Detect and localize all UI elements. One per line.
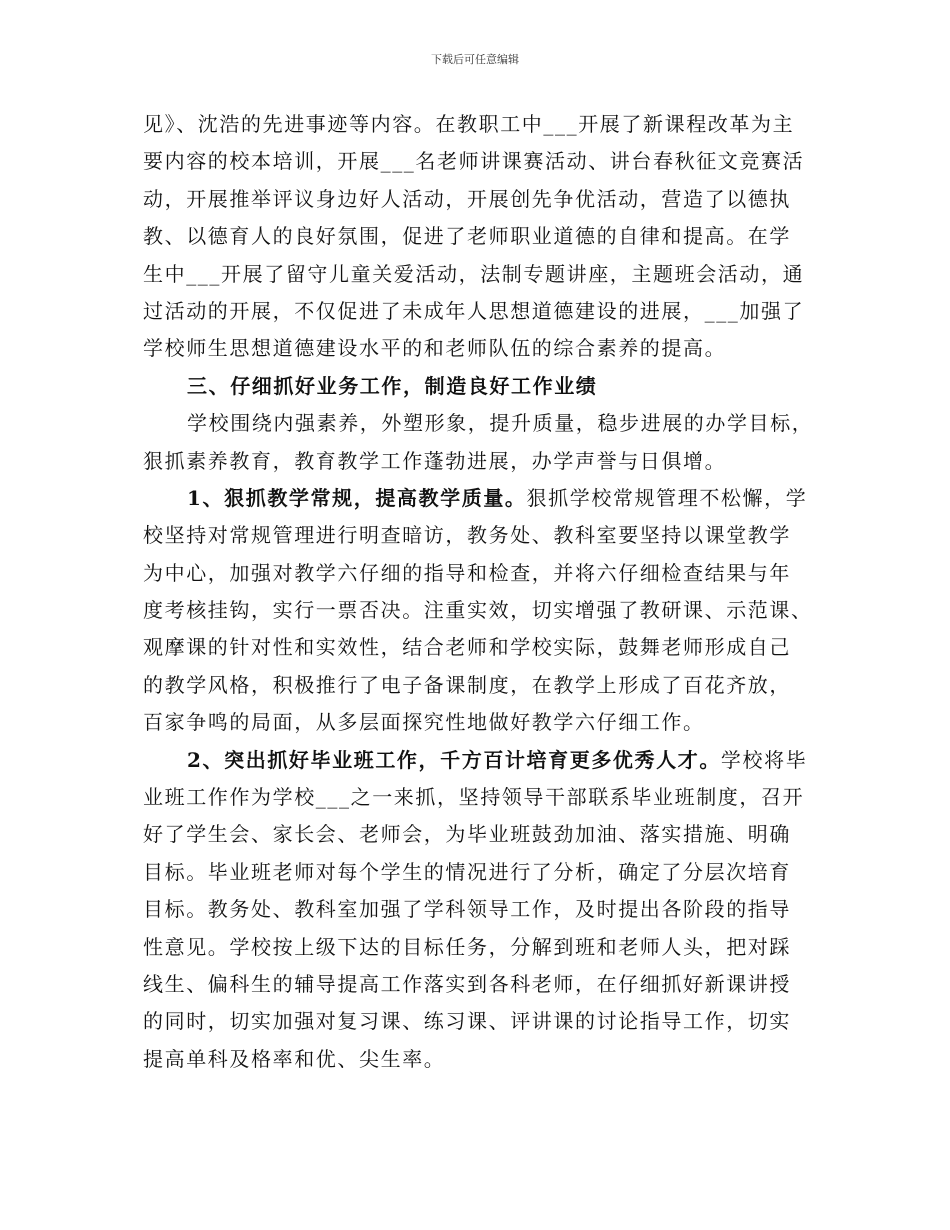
section-heading: 三、仔细抓好业务工作，制造良好工作业绩 xyxy=(187,373,598,398)
text-line: 的同时，切实加强对复习课、练习课、评讲课的讨论指导工作，切实 xyxy=(143,1009,791,1034)
text-line: 观摩课的针对性和实效性，结合老师和学校实际，鼓舞老师形成自己 xyxy=(143,635,791,660)
text-line: 百家争鸣的局面，从多层面探究性地做好教学六仔细工作。 xyxy=(143,710,705,735)
text-line: 为中心，加强对教学六仔细的指导和检查，并将六仔细检查结果与年 xyxy=(143,560,791,585)
text-line: 教、以德育人的良好氛围，促进了老师职业道德的自律和提高。在学 xyxy=(143,224,791,249)
subsection-text: 学校将毕 xyxy=(720,747,808,772)
document-body xyxy=(143,106,815,1078)
page-header: 下载后可任意编辑 xyxy=(431,53,519,66)
text-line: 校坚持对常规管理进行明查暗访，教务处、教科室要坚持以课堂教学 xyxy=(143,523,791,548)
text-line: 度考核挂钩，实行一票否决。注重实效，切实增强了教研课、示范课、 xyxy=(143,598,813,623)
text-line: 线生、偏科生的辅导提高工作落实到各科老师，在仔细抓好新课讲授 xyxy=(143,971,791,996)
text-line: 性意见。学校按上级下达的目标任务，分解到班和老师人头，把对踩 xyxy=(143,934,791,959)
subsection-line xyxy=(143,742,815,779)
paragraph-first-line: 学校围绕内强素养，外塑形象，提升质量，稳步进展的办学目标， xyxy=(187,411,814,436)
text-line: 学校师生思想道德建设水平的和老师队伍的综合素养的提高。 xyxy=(143,336,727,361)
text-line: 见》、沈浩的先进事迹等内容。在教职工中___开展了新课程改革为主 xyxy=(143,112,795,136)
text-line: 目标。毕业班老师对每个学生的情况进行了分析，确定了分层次培育 xyxy=(143,859,791,884)
text-line: 目标。教务处、教科室加强了学科领导工作，及时提出各阶段的指导 xyxy=(143,897,791,922)
text-line: 动，开展推举评议身边好人活动，开展创先争优活动，营造了以德执 xyxy=(143,186,791,211)
text-line: 生中___开展了留守儿童关爱活动，法制专题讲座，主题班会活动，通 xyxy=(143,261,805,286)
subsection-line xyxy=(143,480,815,517)
text-line: 业班工作作为学校___之一来抓，坚持领导干部联系毕业班制度，召开 xyxy=(143,785,805,810)
text-line: 的教学风格，积极推行了电子备课制度，在教学上形成了百花齐放， xyxy=(143,672,791,697)
text-line: 好了学生会、家长会、老师会，为毕业班鼓劲加油、落实措施、明确 xyxy=(143,822,791,847)
text-line: 狠抓素养教育，教育教学工作蓬勃进展，办学声誉与日俱增。 xyxy=(143,448,727,473)
text-line: 提高单科及格率和优、尖生率。 xyxy=(143,1046,446,1071)
text-line: 要内容的校本培训，开展___名老师讲课赛活动、讲台春秋征文竞赛活 xyxy=(143,149,805,174)
subsection-heading: 2、突出抓好毕业班工作，千方百计培育更多优秀人才。 xyxy=(187,747,721,772)
subsection-heading: 1、狠抓教学常规，提高教学质量。 xyxy=(187,485,527,510)
subsection-text: 狠抓学校常规管理不松懈，学 xyxy=(526,485,808,510)
text-line: 过活动的开展，不仅促进了未成年人思想道德建设的进展，___加强了 xyxy=(143,298,805,323)
